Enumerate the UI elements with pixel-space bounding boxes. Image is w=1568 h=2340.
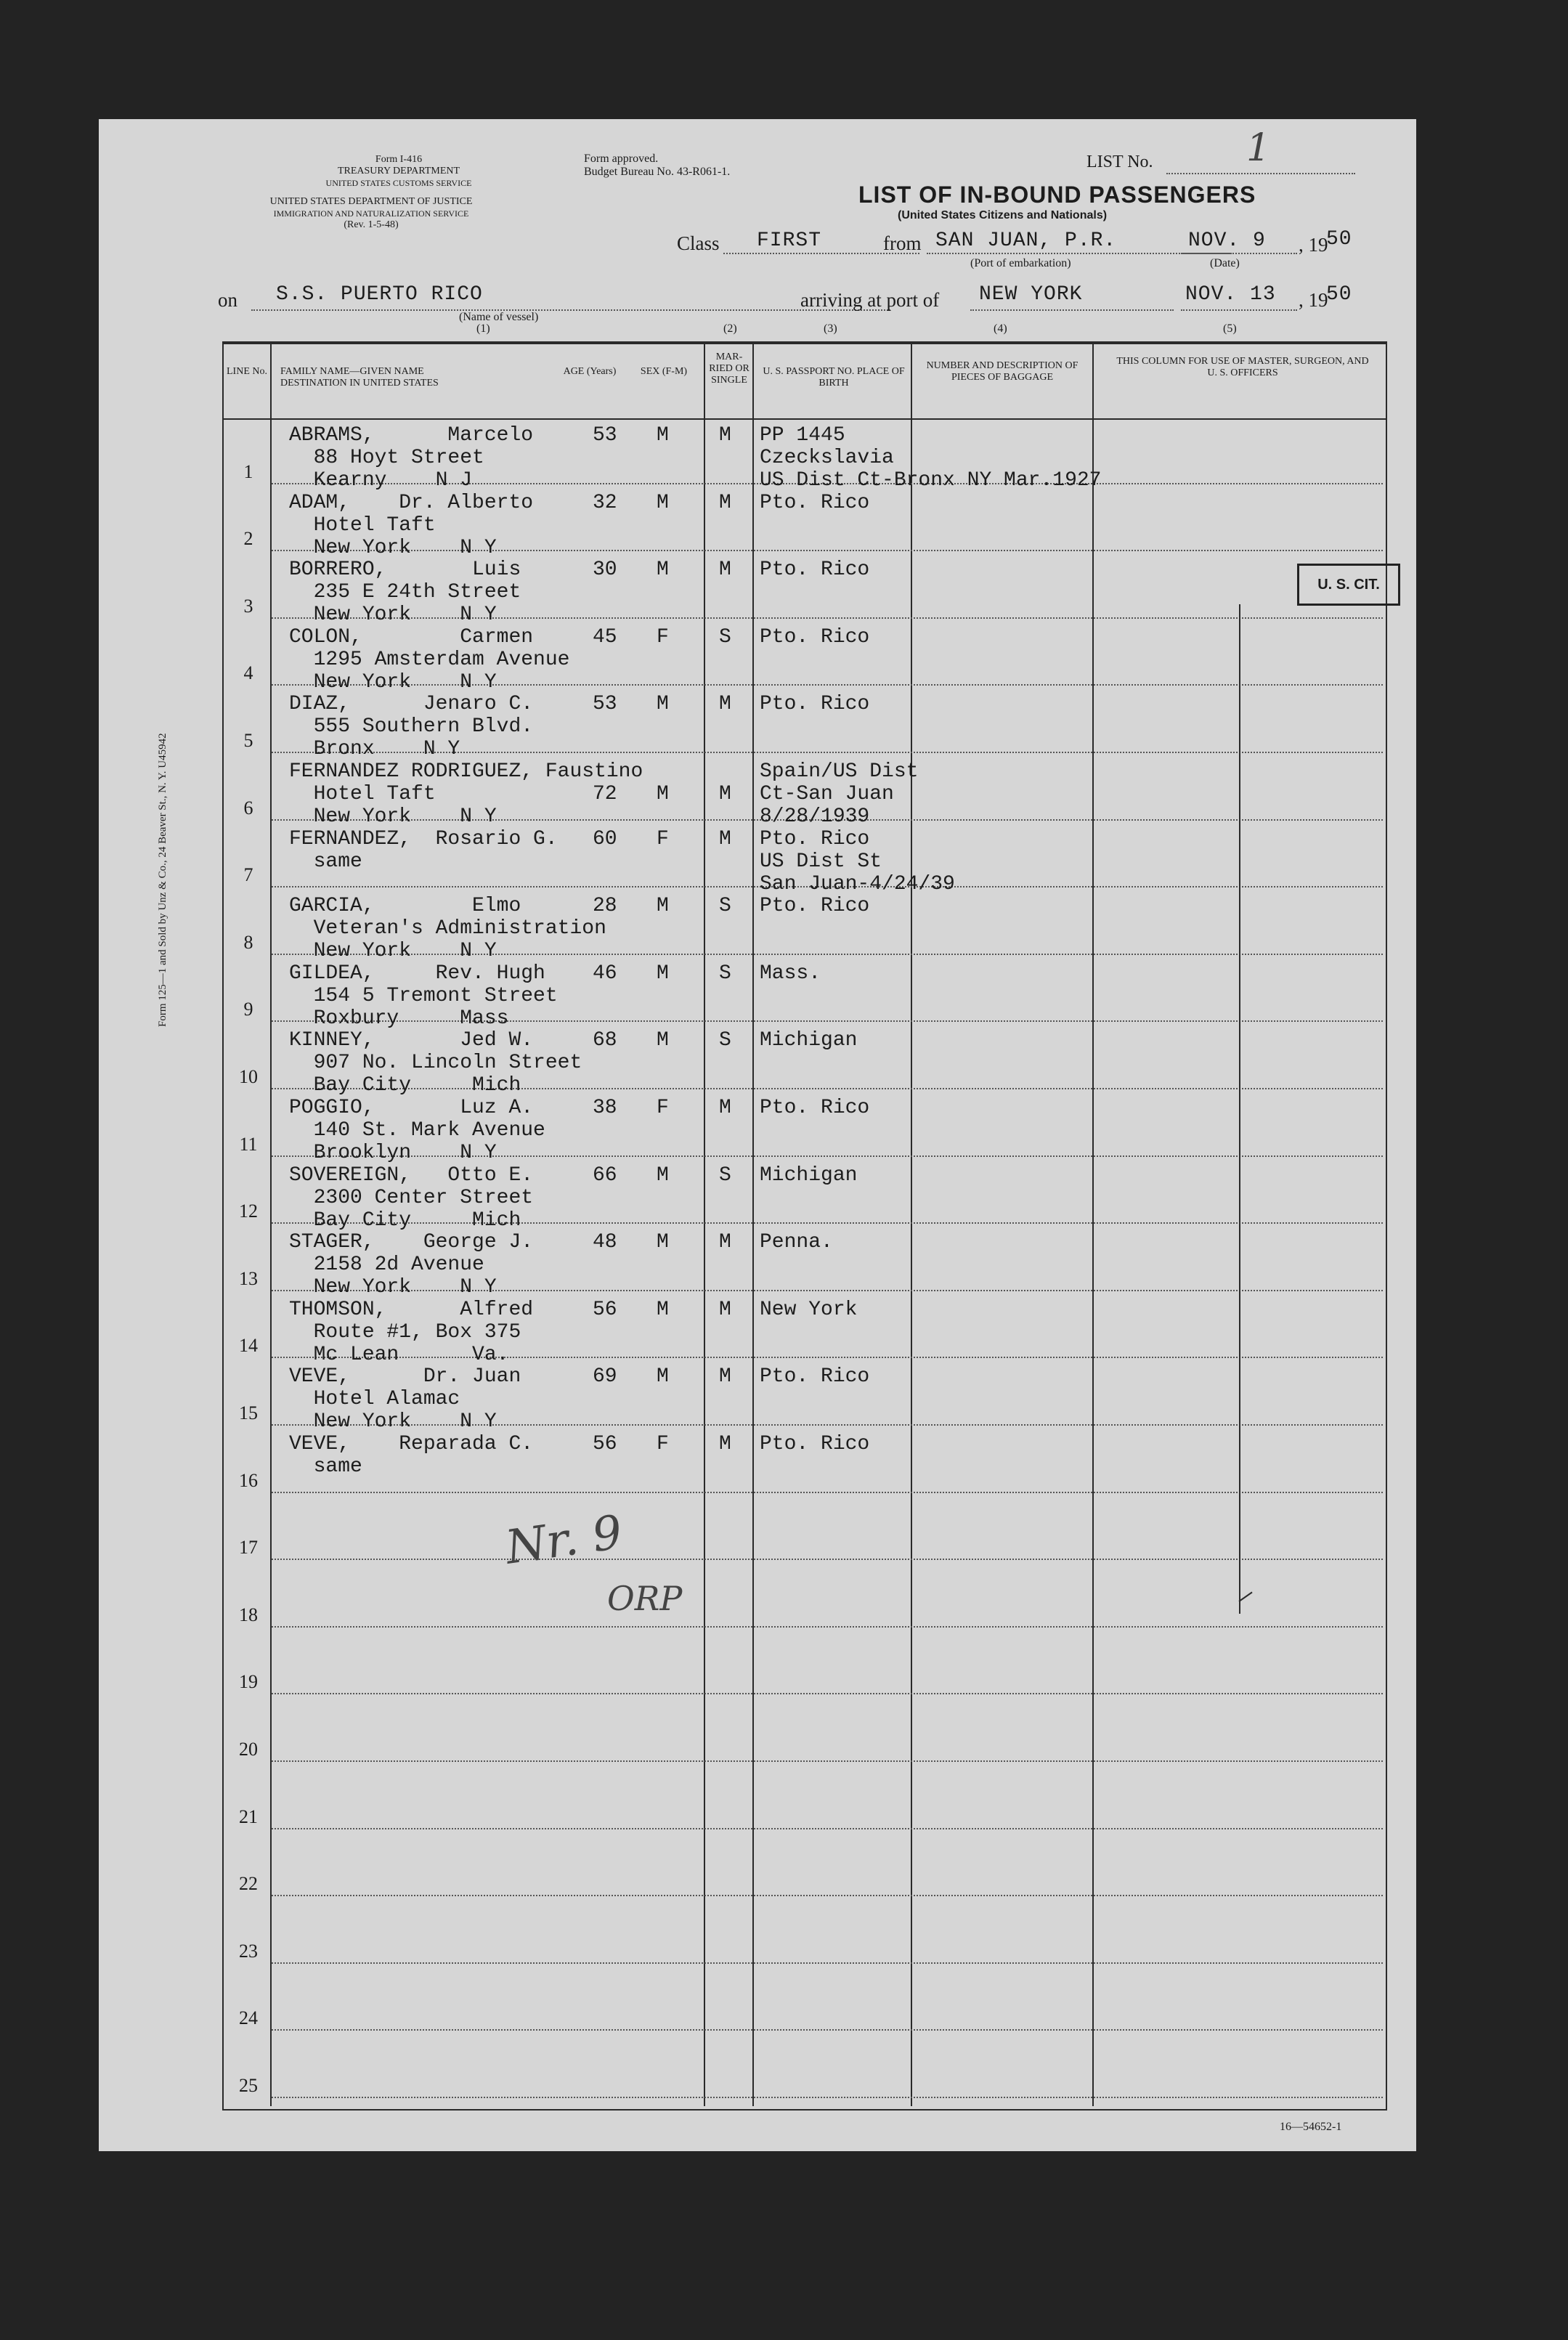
line-number: 14 xyxy=(239,1335,258,1357)
row-separator xyxy=(272,1895,1383,1896)
passenger-sex: M xyxy=(657,895,669,918)
passenger-age: 68 xyxy=(593,1029,617,1052)
col-num-3: (3) xyxy=(824,322,837,335)
line-number: 20 xyxy=(239,1739,258,1760)
passenger-birthplace: US Dist Ct-Bronx NY Mar.1927 xyxy=(760,469,1102,492)
passenger-destination: New York N Y xyxy=(289,670,497,694)
passenger-destination: Bay City Mich xyxy=(289,1074,521,1097)
passenger-age: 66 xyxy=(593,1163,617,1187)
col-num-1: (1) xyxy=(476,322,490,335)
passenger-birthplace: Pto. Rico xyxy=(760,827,870,850)
manifest-page xyxy=(99,119,1416,2151)
passenger-sex: M xyxy=(657,1029,669,1052)
passenger-age: 32 xyxy=(593,491,617,514)
passenger-marital: S xyxy=(719,895,731,918)
passenger-destination: Hotel Alamac xyxy=(289,1388,460,1411)
passenger-marital: M xyxy=(719,1298,731,1321)
col-officers: THIS COLUMN FOR USE OF MASTER, SURGEON, AND U. S. OFFICERS xyxy=(1116,356,1369,378)
col-num-2: (2) xyxy=(723,322,737,335)
passenger-marital: M xyxy=(719,1231,731,1254)
budget-bureau: Budget Bureau No. 43-R061-1. xyxy=(584,166,731,178)
passenger-name: ADAM, Dr. Alberto xyxy=(289,491,534,514)
passenger-destination: same xyxy=(289,850,362,873)
passenger-age: 28 xyxy=(593,895,617,918)
list-no-label: LIST No. xyxy=(1086,153,1153,171)
passenger-sex: M xyxy=(657,783,669,805)
passenger-sex: F xyxy=(657,827,669,850)
passenger-marital: M xyxy=(719,1097,731,1119)
passenger-age: 48 xyxy=(593,1231,617,1254)
col-num-4: (4) xyxy=(994,322,1007,335)
passenger-name: POGGIO, Luz A. xyxy=(289,1097,534,1119)
passenger-birthplace: Pto. Rico xyxy=(760,558,870,582)
passenger-destination: New York N Y xyxy=(289,536,497,559)
arriving-label: arriving at port of xyxy=(800,289,940,311)
passenger-name: VEVE, Dr. Juan xyxy=(289,1365,521,1389)
line-number: 2 xyxy=(243,528,253,550)
row-separator xyxy=(272,1828,1383,1829)
page-subtitle: (United States Citizens and Nationals) xyxy=(898,209,1108,222)
passenger-name: FERNANDEZ, Rosario G. xyxy=(289,827,558,850)
passenger-destination: Route #1, Box 375 xyxy=(289,1320,521,1344)
passenger-birthplace: Michigan xyxy=(760,1029,858,1052)
passenger-marital: S xyxy=(719,1163,731,1187)
col-num-5: (5) xyxy=(1223,322,1237,335)
customs-service: UNITED STATES CUSTOMS SERVICE xyxy=(325,178,472,188)
line-number: 17 xyxy=(239,1537,258,1559)
arrive-year: 50 xyxy=(1326,283,1352,306)
passenger-marital: M xyxy=(719,1365,731,1389)
passenger-sex: F xyxy=(657,1433,669,1455)
passenger-marital: M xyxy=(719,424,731,447)
passenger-destination: Kearny N J xyxy=(289,469,473,492)
passenger-birthplace: Czeckslavia xyxy=(760,447,894,469)
col-married: MAR-RIED OR SINGLE xyxy=(709,352,750,386)
row-separator xyxy=(272,1492,1383,1493)
passenger-birthplace: Penna. xyxy=(760,1231,833,1254)
passenger-marital: S xyxy=(719,962,731,985)
line-number: 7 xyxy=(243,864,253,886)
passenger-sex: M xyxy=(657,1163,669,1187)
passenger-marital: M xyxy=(719,1433,731,1455)
passenger-birthplace: Pto. Rico xyxy=(760,491,870,514)
passenger-age: 56 xyxy=(593,1298,617,1321)
row-separator xyxy=(272,1760,1383,1762)
line-number: 11 xyxy=(239,1133,258,1155)
passenger-name: SOVEREIGN, Otto E. xyxy=(289,1163,534,1187)
line-number: 19 xyxy=(239,1671,258,1693)
line-number: 23 xyxy=(239,1940,258,1962)
row-separator xyxy=(272,1626,1383,1628)
passenger-destination: 555 Southern Blvd. xyxy=(289,715,534,739)
passenger-birthplace: Pto. Rico xyxy=(760,1097,870,1119)
handwritten-initials: ORP xyxy=(607,1579,683,1618)
passenger-birthplace: PP 1445 xyxy=(760,424,845,447)
passenger-name: GARCIA, Elmo xyxy=(289,895,521,918)
passenger-destination: New York N Y xyxy=(289,1276,497,1299)
passenger-age: 69 xyxy=(593,1365,617,1389)
passenger-sex: M xyxy=(657,1231,669,1254)
handwritten-note: Nr. 9 xyxy=(502,1506,626,1575)
arrival-port: NEW YORK xyxy=(979,283,1083,306)
passenger-marital: M xyxy=(719,783,731,805)
passenger-destination: 1295 Amsterdam Avenue xyxy=(289,648,570,671)
arrival-date: NOV. 13 xyxy=(1185,283,1276,306)
passenger-destination: 907 No. Lincoln Street xyxy=(289,1052,582,1075)
arrive-year-prefix: , 19 xyxy=(1299,289,1328,311)
passenger-destination: 140 St. Mark Avenue xyxy=(289,1119,545,1142)
passenger-name: ABRAMS, Marcelo xyxy=(289,424,534,447)
passenger-destination: Bronx N Y xyxy=(289,738,460,761)
col-destination: DESTINATION IN UNITED STATES xyxy=(280,378,439,389)
passenger-destination: New York N Y xyxy=(289,604,497,627)
date-note: (Date) xyxy=(1210,257,1240,269)
row-separator xyxy=(272,2029,1383,2031)
col-age: AGE (Years) xyxy=(563,366,617,377)
passenger-age: 38 xyxy=(593,1097,617,1119)
passenger-destination: Hotel Taft xyxy=(289,783,436,805)
col-passport: U. S. PASSPORT NO. PLACE OF BIRTH xyxy=(763,366,905,389)
passenger-birthplace: Mass. xyxy=(760,962,821,985)
line-number: 3 xyxy=(243,595,253,617)
passenger-name: THOMSON, Alfred xyxy=(289,1298,534,1321)
us-citizen-stamp: U. S. CIT. xyxy=(1297,564,1400,606)
depart-date: NOV. 9 xyxy=(1188,229,1266,252)
passenger-destination: same xyxy=(289,1455,362,1478)
line-number: 22 xyxy=(239,1873,258,1895)
passenger-birthplace: Spain/US Dist xyxy=(760,760,919,783)
passenger-sex: M xyxy=(657,693,669,716)
line-number: 4 xyxy=(243,662,253,684)
passenger-name: STAGER, George J. xyxy=(289,1231,534,1254)
passenger-destination: New York N Y xyxy=(289,940,497,963)
ins-service: IMMIGRATION AND NATURALIZATION SERVICE xyxy=(273,208,469,219)
col-line-no: LINE No. xyxy=(227,366,267,377)
passenger-age: 53 xyxy=(593,693,617,716)
passenger-birthplace: Pto. Rico xyxy=(760,1433,870,1455)
footer-code: 16—54652-1 xyxy=(1280,2121,1342,2133)
passenger-age: 46 xyxy=(593,962,617,985)
line-number: 1 xyxy=(243,460,253,482)
passenger-name: VEVE, Reparada C. xyxy=(289,1433,534,1455)
row-separator xyxy=(272,2097,1383,2098)
passenger-name: DIAZ, Jenaro C. xyxy=(289,693,534,716)
depart-year: 50 xyxy=(1326,228,1352,251)
passenger-destination: 154 5 Tremont Street xyxy=(289,984,558,1007)
passenger-name: GILDEA, Rev. Hugh xyxy=(289,962,545,985)
line-number: 13 xyxy=(239,1267,258,1289)
passenger-age: 45 xyxy=(593,625,617,649)
passenger-destination: 235 E 24th Street xyxy=(289,581,521,604)
passenger-name: KINNEY, Jed W. xyxy=(289,1029,534,1052)
passenger-birthplace: Pto. Rico xyxy=(760,1365,870,1389)
passenger-destination: New York N Y xyxy=(289,1410,497,1434)
row-separator xyxy=(272,1962,1383,1964)
passenger-birthplace: New York xyxy=(760,1298,858,1321)
col-baggage: NUMBER AND DESCRIPTION OF PIECES OF BAGGAGE xyxy=(926,360,1078,383)
passenger-birthplace: San Juan-4/24/39 xyxy=(760,872,955,895)
list-no-value: 1 xyxy=(1246,126,1271,170)
passenger-marital: M xyxy=(719,491,731,514)
class-label: Class xyxy=(677,232,720,254)
row-separator xyxy=(272,1693,1383,1694)
line-number: 10 xyxy=(239,1066,258,1087)
line-number: 9 xyxy=(243,999,253,1020)
passenger-destination: Brooklyn N Y xyxy=(289,1142,497,1164)
printer-sidenote: Form 125—1 and Sold by Unz & Co., 24 Beaver St., N. Y. U45942 xyxy=(157,733,168,1027)
passenger-destination: 2158 2d Avenue xyxy=(289,1254,484,1277)
line-number: 21 xyxy=(239,1805,258,1827)
passenger-destination: Hotel Taft xyxy=(289,513,436,537)
passenger-marital: M xyxy=(719,558,731,582)
line-number: 12 xyxy=(239,1201,258,1222)
passenger-destination: 2300 Center Street xyxy=(289,1186,534,1209)
justice-dept: UNITED STATES DEPARTMENT OF JUSTICE xyxy=(269,196,473,207)
passenger-birthplace: 8/28/1939 xyxy=(760,805,870,828)
passenger-birthplace: Pto. Rico xyxy=(760,895,870,918)
passenger-destination: New York N Y xyxy=(289,805,497,828)
passenger-sex: M xyxy=(657,1365,669,1389)
passenger-destination: Mc Lean Va. xyxy=(289,1343,509,1366)
class-value: FIRST xyxy=(757,229,822,252)
line-number: 6 xyxy=(243,797,253,818)
passenger-name: BORRERO, Luis xyxy=(289,558,521,582)
passenger-sex: M xyxy=(657,1298,669,1321)
vessel-note: (Name of vessel) xyxy=(459,311,539,323)
passenger-marital: S xyxy=(719,1029,731,1052)
passenger-name: FERNANDEZ RODRIGUEZ, Faustino xyxy=(289,760,643,783)
passenger-birthplace: US Dist St xyxy=(760,850,882,873)
passenger-age: 30 xyxy=(593,558,617,582)
col-sex: SEX (F-M) xyxy=(640,366,688,377)
depart-year-prefix: , 19 xyxy=(1299,234,1328,256)
from-value: SAN JUAN, P.R. xyxy=(935,229,1117,252)
page-title: LIST OF IN-BOUND PASSENGERS xyxy=(858,182,1256,208)
line-number: 18 xyxy=(239,1604,258,1625)
passenger-name: COLON, Carmen xyxy=(289,625,534,649)
line-number: 5 xyxy=(243,730,253,751)
passenger-age: 72 xyxy=(593,783,617,805)
form-number: Form I-416 xyxy=(375,154,423,165)
passenger-sex: M xyxy=(657,424,669,447)
from-label: from xyxy=(883,232,922,254)
passenger-destination: Veteran's Administration xyxy=(289,917,606,941)
passenger-destination: Roxbury Mass xyxy=(289,1007,509,1030)
passenger-sex: F xyxy=(657,625,669,649)
passenger-destination: Bay City Mich xyxy=(289,1208,521,1232)
passenger-sex: F xyxy=(657,1097,669,1119)
passenger-marital: M xyxy=(719,827,731,850)
passenger-birthplace: Ct-San Juan xyxy=(760,783,894,805)
line-number: 24 xyxy=(239,2007,258,2029)
passenger-age: 56 xyxy=(593,1433,617,1455)
passenger-birthplace: Michigan xyxy=(760,1163,858,1187)
passenger-sex: M xyxy=(657,962,669,985)
on-label: on xyxy=(218,289,237,311)
passenger-marital: S xyxy=(719,625,731,649)
col-name: FAMILY NAME—GIVEN NAME xyxy=(280,366,424,377)
passenger-sex: M xyxy=(657,491,669,514)
line-number: 15 xyxy=(239,1402,258,1423)
treasury-dept: TREASURY DEPARTMENT xyxy=(337,166,460,176)
line-number: 16 xyxy=(239,1469,258,1491)
passenger-sex: M xyxy=(657,558,669,582)
revision: (Rev. 1-5-48) xyxy=(344,219,399,230)
passenger-age: 60 xyxy=(593,827,617,850)
form-approved: Form approved. xyxy=(584,153,659,165)
passenger-birthplace: Pto. Rico xyxy=(760,693,870,716)
line-number: 8 xyxy=(243,931,253,953)
passenger-destination: 88 Hoyt Street xyxy=(289,447,484,469)
port-embark-note: (Port of embarkation) xyxy=(970,257,1071,269)
passenger-age: 53 xyxy=(593,424,617,447)
line-number: 25 xyxy=(239,2075,258,2096)
passenger-birthplace: Pto. Rico xyxy=(760,625,870,649)
row-separator xyxy=(272,1559,1383,1560)
passenger-marital: M xyxy=(719,693,731,716)
vessel-name: S.S. PUERTO RICO xyxy=(276,283,483,306)
